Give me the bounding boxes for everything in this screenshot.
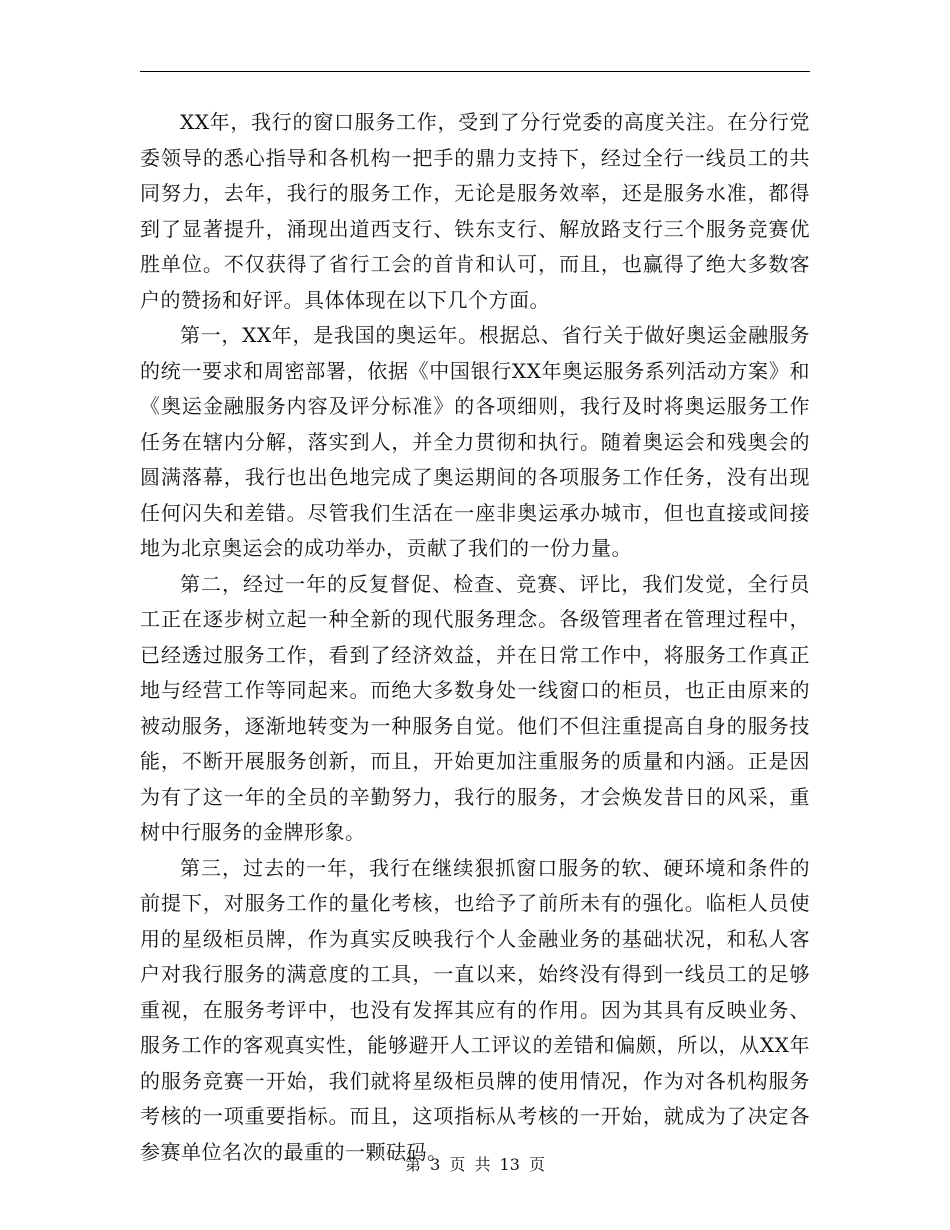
paragraph-first: 第一，XX年，是我国的奥运年。根据总、省行关于做好奥运金融服务的统一要求和周密部署，依据《中国银行XX年奥运服务系列活动方案》和《奥运金融服务内容及评分标准》的各项细则，我行及时将奥运服务工作任务在辖内分解，落实到人，并全力贯彻和执行。随着奥运会和残奥会的圆满落幕，我行也出色地完成了奥运期间的各项服务工作任务，没有出现任何闪失和差错。尽管我们生活在一座非奥运承办城市，但也直接或间接地为北京奥运会的成功举办，贡献了我们的一份力量。 [140, 323, 810, 560]
paragraph-third: 第三，过去的一年，我行在继续狠抓窗口服务的软、硬环境和条件的前提下，对服务工作的量化考核，也给予了前所未有的强化。临柜人员使用的星级柜员牌，作为真实反映我行个人金融业务的基础状况，和私人客户对我行服务的满意度的工具，一直以来，始终没有得到一线员工的足够重视，在服务考评中，也没有发挥其应有的作用。因为其具有反映业务、服务工作的客观真实性，能够避开人工评议的差错和偏颇，所以，从XX年的服务竞赛一开始，我们就将星级柜员牌的使用情况，作为对各机构服务考核的一项重要指标。而且，这项指标从考核的一开始，就成为了决定各参赛单位名次的最重的一颗砝码。 [140, 855, 810, 1164]
document-body [140, 105, 810, 1170]
page-number: 第 3 页 共 13 页 [405, 1155, 545, 1174]
paragraph-intro: XX年，我行的窗口服务工作，受到了分行党委的高度关注。在分行党委领导的悉心指导和各机构一把手的鼎力支持下，经过全行一线员工的共同努力，去年，我行的服务工作，无论是服务效率，还是服务水准，都得到了显著提升，涌现出道西支行、铁东支行、解放路支行三个服务竞赛优胜单位。不仅获得了省行工会的首肯和认可，而且，也赢得了绝大多数客户的赞扬和好评。具体体现在以下几个方面。 [140, 110, 810, 312]
header-rule [140, 71, 810, 72]
paragraph-second: 第二，经过一年的反复督促、检查、竞赛、评比，我们发觉，全行员工正在逐步树立起一种全新的现代服务理念。各级管理者在管理过程中，已经透过服务工作，看到了经济效益，并在日常工作中，将服务工作真正地与经营工作等同起来。而绝大多数身处一线窗口的柜员，也正由原来的被动服务，逐渐地转变为一种服务自觉。他们不但注重提高自身的服务技能，不断开展服务创新，而且，开始更加注重服务的质量和内涵。正是因为有了这一年的全员的辛勤努力，我行的服务，才会焕发昔日的风采，重树中行服务的金牌形象。 [140, 571, 810, 844]
